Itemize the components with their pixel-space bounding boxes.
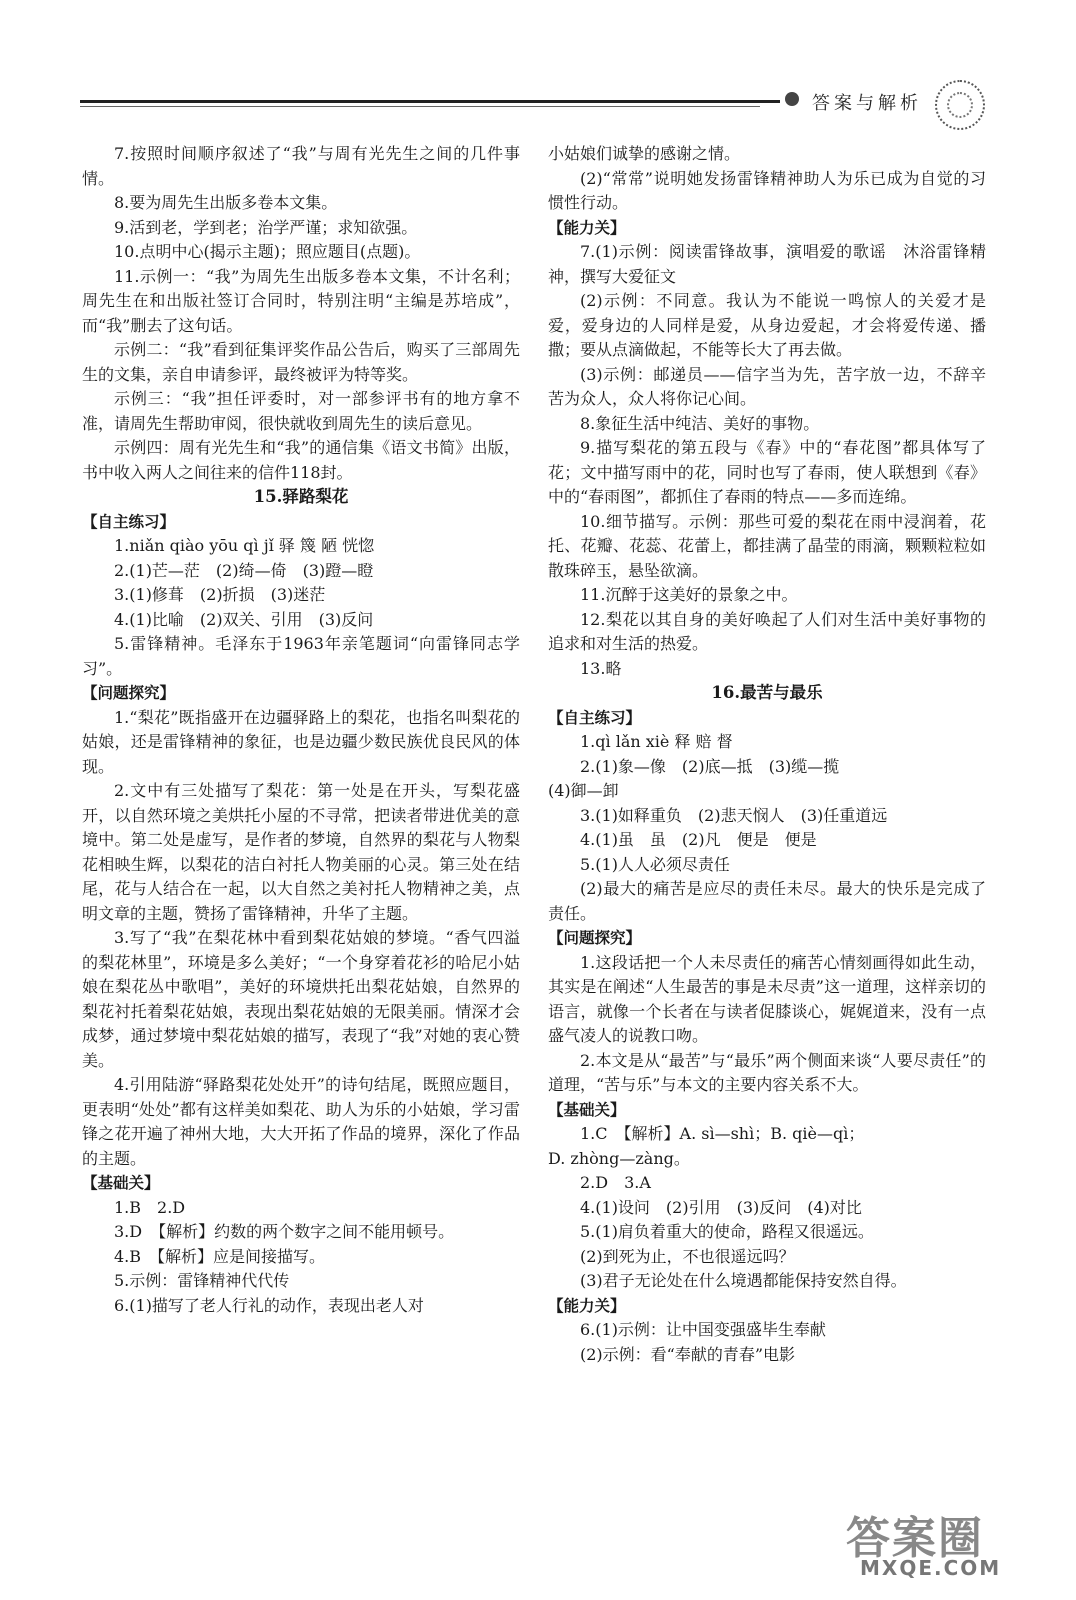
page-header [0, 0, 1076, 120]
answer-paragraph: 7.按照时间顺序叙述了“我”与周有光先生之间的几件事情。 [82, 144, 520, 188]
answer-paragraph: 示例二：“我”看到征集评奖作品公告后，购买了三部周先生的文集，亲自申请参评，最终被评为特等奖。 [82, 340, 520, 384]
answer-paragraph: 3.(1)修葺 (2)折损 (3)迷茫 [114, 585, 326, 604]
answer-paragraph: 1.B 2.D [114, 1197, 186, 1217]
answer-paragraph: 10.点明中心(揭示主题)；照应题目(点题)。 [114, 242, 421, 261]
answer-paragraph: 3.写了“我”在梨花林中看到梨花姑娘的梦境。“香气四溢的梨花林里”，环境是多么美好；“一个身穿着花衫的哈尼小姑娘在梨花丛中歌唱”，美好的环境烘托出梨花姑娘，自然界的梨花衬托着梨花姑娘，表现出梨花姑娘的无限美丽。情深才会成梦，通过梦境中梨花姑娘的描写，表现了“我”对她的衷心赞美。 [82, 928, 520, 1070]
answer-paragraph: 2.D 3.A [580, 1173, 651, 1192]
answer-paragraph: 示例四：周有光先生和“我”的通信集《语文书简》出版，书中收入两人之间往来的信件118封。 [82, 438, 520, 482]
header-title: 答案与解析 [812, 93, 922, 114]
right-column [548, 142, 986, 1367]
answer-paragraph: 1.niǎn qiào yōu qì jǐ 驿 篾 陋 恍惚 [114, 536, 375, 555]
answer-paragraph: (3)君子无论处在什么境遇都能保持安然自得。 [580, 1271, 907, 1290]
answer-paragraph: (3)示例：邮递员——信字当为先，苦字放一边，不辞辛苦为众人，众人将你记心间。 [548, 364, 986, 408]
answer-paragraph: 示例三：“我”担任评委时，对一部参评书有的地方拿不准，请周先生帮助审阅，很快就收到周先生的读后意见。 [82, 389, 520, 433]
answer-paragraph: 4.(1)虽 虽 (2)凡 便是 便是 [580, 830, 817, 849]
section-title: 15.驿路梨花 [253, 487, 349, 506]
watermark-logo [846, 1502, 1056, 1582]
answer-paragraph: 4.(1)设问 (2)引用 (3)反问 (4)对比 [580, 1197, 862, 1217]
answer-paragraph: 2.本文是从“最苦”与“最乐”两个侧面来谈“人要尽责任”的道理，“苦与乐”与本文的主要内容关系不大。 [548, 1050, 986, 1094]
section-title: 16.最苦与最乐 [711, 683, 823, 702]
answer-paragraph: 1.这段话把一个人未尽责任的痛苦心情刻画得如此生动，其实是在阐述“人生最苦的事是未尽责”这一道理，这样亲切的语言，就像一个长者在与读者促膝谈心，娓娓道来，没有一点盛气凌人的说教口吻。 [548, 952, 986, 1045]
answer-paragraph: 10.细节描写。示例：那些可爱的梨花在雨中浸润着，花托、花瓣、花蕊、花蕾上，都挂满了晶莹的雨滴，颗颗粒粒如散珠碎玉，悬坠欲滴。 [548, 511, 986, 580]
answer-paragraph: 2.(1)象—像 (2)底—抵 (3)缆—揽 [580, 756, 840, 776]
answer-paragraph: (2)最大的痛苦是应尽的责任未尽。最大的快乐是完成了责任。 [548, 879, 986, 923]
watermark-text: 答案圈 [846, 1513, 984, 1564]
answer-paragraph: 11.沉醉于这美好的景象之中。 [580, 585, 798, 604]
answer-paragraph: 4.引用陆游“驿路梨花处处开”的诗句结尾，既照应题目，更表明“处处”都有这样美如梨花、助人为乐的小姑娘，学习雷锋之花开遍了神州大地，大大开拓了作品的境界，深化了作品的主题。 [82, 1075, 520, 1168]
answer-paragraph: 9.活到老，学到老；治学严谨；求知欲强。 [114, 217, 418, 237]
answer-paragraph: (2)“常常”说明她发扬雷锋精神助人为乐已成为自觉的习惯性行动。 [548, 168, 986, 212]
answer-paragraph: (2)示例：不同意。我认为不能说一鸣惊人的关爱才是爱，爱身边的人同样是爱，从身边爱起，才会将爱传递、播撒；要从点滴做起，不能等长大了再去做。 [548, 291, 986, 359]
bullet-icon [785, 92, 799, 106]
answer-paragraph: 2.(1)芒—茫 (2)绮—倚 (3)蹬—瞪 [114, 560, 374, 580]
section-heading: 【基础关】 [82, 1174, 160, 1192]
section-heading: 【自主练习】 [82, 512, 176, 531]
answer-paragraph: 8.要为周先生出版多卷本文集。 [114, 193, 338, 212]
section-heading: 【问题探究】 [82, 684, 176, 702]
answer-paragraph: 2.文中有三处描写了梨花：第一处是在开头，写梨花盛开，以自然环境之美烘托小屋的不寻常，把读者带进优美的意境中。第二处是虚写，是作者的梦境，自然界的梨花与人物梨花相映生辉，以梨花的洁白衬托人物美丽的心灵。第三处在结尾，花与人结合在一起，以大自然之美衬托人物精神之美，点明文章的主题，赞扬了雷锋精神，升华了主题。 [82, 781, 520, 923]
answer-paragraph: 7.(1)示例：阅读雷锋故事，演唱爱的歌谣 沐浴雷锋精神，撰写大爱征文 [548, 242, 986, 286]
section-heading: 【问题探究】 [548, 929, 642, 947]
answer-paragraph: D. zhòng—zàng。 [548, 1148, 690, 1168]
answer-paragraph: 9.描写梨花的第五段与《春》中的“春花图”都具体写了花；文中描写雨中的花，同时也写了春雨，使人联想到《春》中的“春雨图”，都抓住了春雨的特点——多而连绵。 [548, 438, 986, 506]
answer-paragraph: 5.(1)肩负着重大的使命，路程又很遥远。 [580, 1222, 874, 1241]
answer-paragraph: 1.qì lǎn xiè 释 赔 督 [580, 732, 733, 751]
answer-paragraph: (4)御—卸 [548, 781, 619, 800]
answer-paragraph: 11.示例一：“我”为周先生出版多卷本文集，不计名利；周先生在和出版社签订合同时，特别注明“主编是苏培成”，而“我”删去了这句话。 [82, 266, 520, 335]
answer-paragraph: 6.(1)描写了老人行礼的动作，表现出老人对 [114, 1295, 424, 1315]
left-column [82, 142, 520, 1318]
watermark-url: MXQE.COM [860, 1556, 1002, 1580]
answer-paragraph: 4.(1)比喻 (2)双关、引用 (3)反问 [114, 609, 374, 629]
answer-paragraph: 3.(1)如释重负 (2)悲天悯人 (3)任重道远 [580, 805, 888, 825]
answer-paragraph: 5.雷锋精神。毛泽东于1963年亲笔题词“向雷锋同志学习”。 [82, 634, 520, 678]
answer-paragraph: 6.(1)示例：让中国变强盛毕生奉献 [580, 1320, 826, 1339]
answer-paragraph: 1.“梨花”既指盛开在边疆驿路上的梨花，也指名叫梨花的姑娘，还是雷锋精神的象征，也是边疆少数民族优良民风的体现。 [82, 707, 520, 776]
sun-ornament-icon [935, 80, 985, 130]
answer-paragraph: 5.(1)人人必须尽责任 [580, 854, 730, 874]
section-heading: 【基础关】 [548, 1100, 626, 1119]
section-heading: 【自主练习】 [548, 708, 642, 727]
answer-paragraph: 1.C 【解析】A. sì—shì；B. qiè—qì； [580, 1124, 865, 1143]
header-rule-thin [80, 106, 760, 107]
answer-paragraph: 4.B 【解析】应是间接描写。 [114, 1246, 326, 1266]
answer-paragraph: 12.梨花以其自身的美好唤起了人们对生活中美好事物的追求和对生活的热爱。 [548, 609, 986, 653]
answer-paragraph: 8.象征生活中纯洁、美好的事物。 [580, 413, 820, 433]
answer-paragraph: 3.D 【解析】约数的两个数字之间不能用顿号。 [114, 1222, 455, 1241]
answer-paragraph: (2)到死为止，不也很遥远吗？ [580, 1246, 795, 1266]
section-heading: 【能力关】 [548, 1296, 626, 1315]
answer-paragraph: 小姑娘们诚挚的感谢之情。 [548, 144, 741, 163]
header-rule [80, 100, 780, 103]
answer-paragraph: 5.示例：雷锋精神代代传 [114, 1271, 290, 1290]
answer-paragraph: (2)示例：看“奉献的青春”电影 [580, 1344, 796, 1364]
answer-paragraph: 13.略 [580, 658, 622, 678]
section-heading: 【能力关】 [548, 218, 626, 237]
